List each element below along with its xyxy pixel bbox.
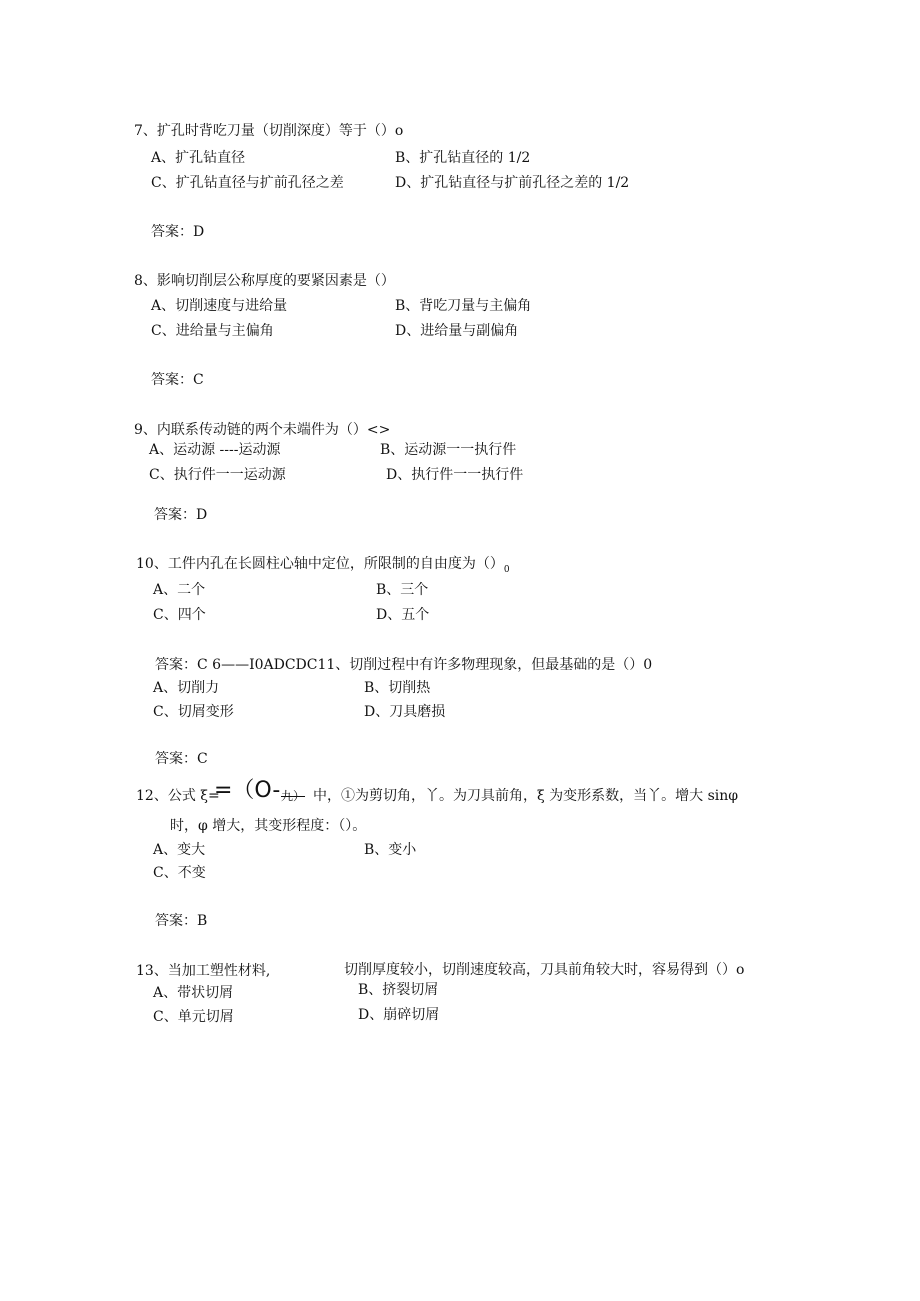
q12-stem-suffix: 中，①为剪切角，丫。为刀具前角，ξ 为变形系数，当丫。增大 sinφ [313, 788, 739, 804]
q7-option-c: C、扩孔钻直径与扩前孔径之差 [151, 175, 344, 191]
q12-stem-line2: 时，φ 增大，其变形程度：（）。 [170, 818, 367, 834]
q8-answer: 答案：C [151, 372, 204, 388]
q10-stem-sub: 0 [503, 564, 510, 575]
q10-option-a: A、二个 [153, 582, 206, 598]
q10-option-c: C、四个 [153, 607, 206, 623]
q13-stem-right: 切削厚度较小，切削速度较高，刀具前角较大时，容易得到（）o [344, 962, 745, 978]
q8-stem: 8、影响切削层公称厚度的要紧因素是（） [134, 273, 395, 289]
q12-stem-prefix: 12、公式 ξ= [136, 788, 220, 804]
q10-answer-q11-stem: 答案：C 6——I0ADCDC11、切削过程中有许多物理现象，但最基础的是（）0 [155, 657, 653, 673]
q7-option-d: D、扩孔钻直径与扩前孔径之差的 1/2 [395, 175, 630, 191]
q9-answer: 答案：D [154, 507, 208, 523]
q13-option-c: C、单元切屑 [153, 1009, 234, 1025]
q7-option-b: B、扩孔钻直径的 1/2 [395, 150, 531, 166]
q12-option-a: A、变大 [153, 842, 206, 858]
q13-option-d: D、崩碎切屑 [358, 1007, 440, 1023]
q11-option-d: D、刀具磨损 [364, 704, 446, 720]
q11-option-a: A、切削力 [153, 680, 220, 696]
q13-option-b: B、挤裂切屑 [358, 982, 439, 998]
q8-option-d: D、进给量与副偏角 [395, 323, 519, 339]
q13-option-a: A、带状切屑 [153, 985, 234, 1001]
q12-option-b: B、变小 [364, 842, 417, 858]
q10-stem [136, 555, 510, 579]
q12-answer: 答案：B [155, 913, 208, 929]
q10-stem-text: 10、工件内孔在长圆柱心轴中定位，所限制的自由度为（） [136, 556, 504, 572]
q9-stem: 9、内联系传动链的两个未端件为（）<> [134, 422, 391, 438]
q7-stem: 7、扩孔时背吃刀量（切削深度）等于（）o [134, 123, 404, 139]
q9-option-b: B、运动源一一执行件 [380, 442, 517, 458]
q12-formula-small: 九） [281, 789, 306, 803]
q8-option-c: C、进给量与主偏角 [151, 323, 274, 339]
q10-option-b: B、三个 [376, 582, 429, 598]
q8-option-b: B、背吃刀量与主偏角 [395, 298, 532, 314]
q9-option-a: A、运动源 ----运动源 [149, 442, 281, 458]
q11-answer: 答案：C [155, 751, 208, 767]
q8-option-a: A、切削速度与进给量 [151, 298, 288, 314]
q13-stem-left: 13、当加工塑性材料, [136, 963, 271, 979]
q9-option-c: C、执行件一一运动源 [149, 467, 286, 483]
q11-option-b: B、切削热 [364, 680, 431, 696]
q12-option-c: C、不变 [153, 865, 206, 881]
q7-answer: 答案：D [151, 224, 205, 240]
q10-option-d: D、五个 [376, 607, 430, 623]
q11-option-c: C、切屑变形 [153, 704, 234, 720]
q12-formula-big: =（O- [214, 778, 281, 803]
q9-option-d: D、执行件一一执行件 [386, 467, 524, 483]
q7-option-a: A、扩孔钻直径 [151, 150, 246, 166]
